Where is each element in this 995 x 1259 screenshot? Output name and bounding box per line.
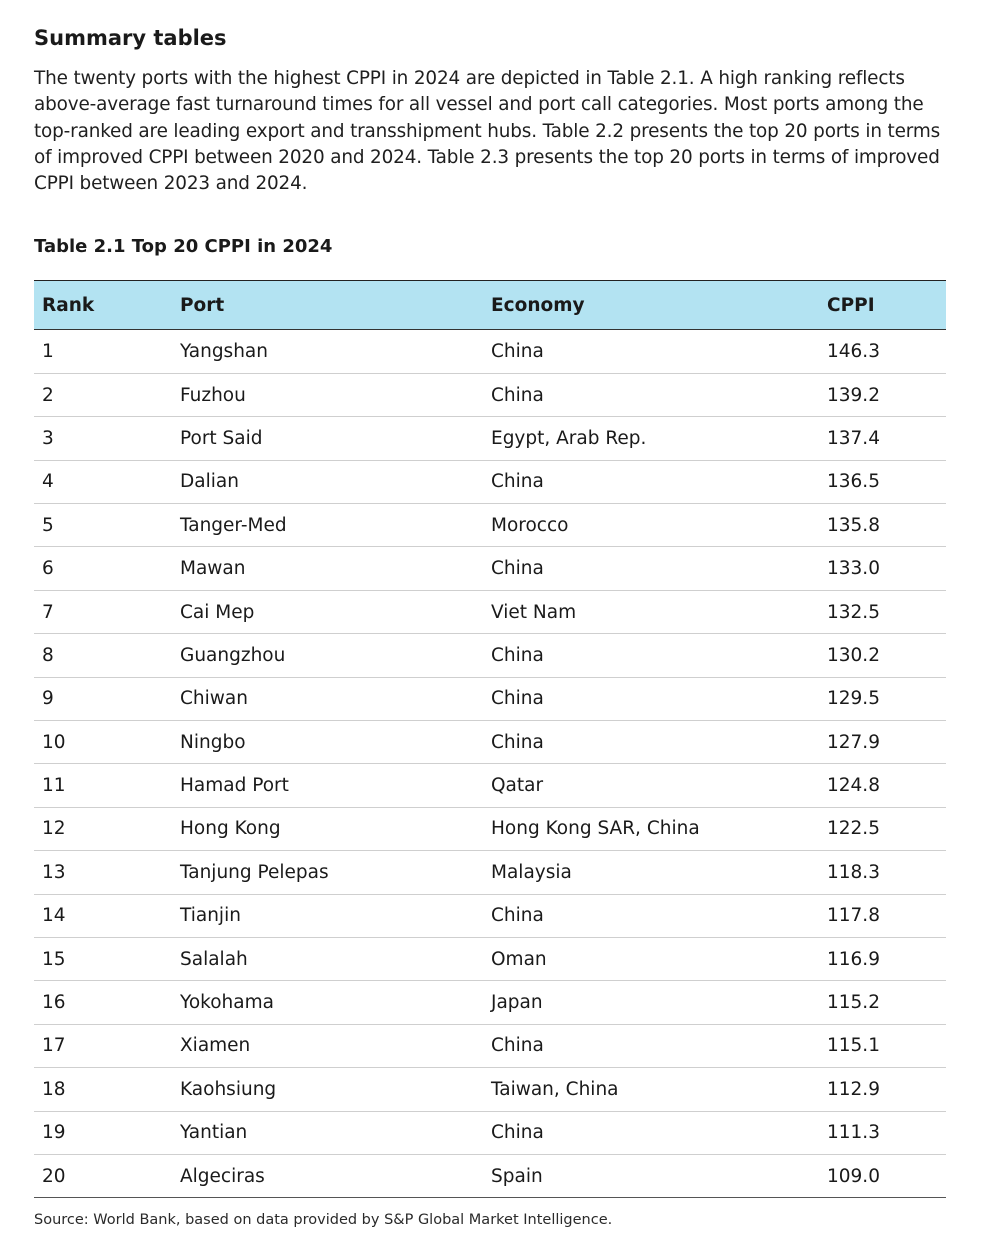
table-row [34, 460, 946, 503]
rank-cell: 3 [34, 417, 172, 460]
port-cell: Dalian [172, 460, 483, 503]
cppi-cell: 132.5 [819, 590, 946, 633]
port-cell: Xiamen [172, 1024, 483, 1067]
port-cell: Yangshan [172, 330, 483, 373]
economy-cell: China [483, 721, 819, 764]
rank-cell: 9 [34, 677, 172, 720]
port-cell: Chiwan [172, 677, 483, 720]
section-title: Summary tables [34, 26, 227, 50]
cppi-cell: 133.0 [819, 547, 946, 590]
port-cell: Tanjung Pelepas [172, 851, 483, 894]
port-cell: Hamad Port [172, 764, 483, 807]
economy-cell: China [483, 1111, 819, 1154]
cppi-cell: 124.8 [819, 764, 946, 807]
rank-cell: 10 [34, 721, 172, 764]
economy-cell: China [483, 894, 819, 937]
cppi-cell: 129.5 [819, 677, 946, 720]
table-title: Table 2.1 Top 20 CPPI in 2024 [34, 236, 333, 258]
table-row [34, 1111, 946, 1154]
table-row [34, 894, 946, 937]
table-row [34, 1154, 946, 1197]
table-row [34, 981, 946, 1024]
port-cell: Fuzhou [172, 373, 483, 416]
document-page [34, 22, 946, 1228]
table-row [34, 590, 946, 633]
rank-cell: 15 [34, 937, 172, 980]
table-row [34, 721, 946, 764]
economy-cell: Taiwan, China [483, 1068, 819, 1111]
table-row [34, 634, 946, 677]
cppi-cell: 117.8 [819, 894, 946, 937]
economy-cell: Viet Nam [483, 590, 819, 633]
table-row [34, 547, 946, 590]
economy-cell: Qatar [483, 764, 819, 807]
rank-cell: 12 [34, 807, 172, 850]
table-row [34, 330, 946, 373]
header-rank: Rank [34, 281, 172, 330]
port-cell: Port Said [172, 417, 483, 460]
economy-cell: China [483, 1024, 819, 1067]
table-row [34, 764, 946, 807]
port-cell: Tianjin [172, 894, 483, 937]
header-port: Port [172, 281, 483, 330]
port-cell: Yokohama [172, 981, 483, 1024]
table-row [34, 677, 946, 720]
rank-cell: 18 [34, 1068, 172, 1111]
cppi-cell: 116.9 [819, 937, 946, 980]
port-cell: Ningbo [172, 721, 483, 764]
economy-cell: Morocco [483, 504, 819, 547]
rank-cell: 4 [34, 460, 172, 503]
cppi-cell: 130.2 [819, 634, 946, 677]
intro-paragraph: The twenty ports with the highest CPPI in 2024 are depicted in Table 2.1. A high ranking reflects above-average fast turnaround times for all vessel and port call categories. Most ports among the top-ranked are leading export and transshipment hubs. Table 2.2 presents the top 20 ports in terms of improved CPPI between 2020 and 2024. Table 2.3 presents the top 20 ports in terms of improved CPPI between 2023 and 2024. [34, 68, 941, 195]
cppi-table [34, 280, 946, 1198]
economy-cell: Spain [491, 1165, 543, 1187]
rank-cell: 2 [34, 373, 172, 416]
rank-cell: 8 [34, 634, 172, 677]
table-body [34, 330, 946, 1198]
economy-cell: China [483, 330, 819, 373]
rank-cell: 20 [42, 1165, 66, 1187]
economy-cell: China [483, 373, 819, 416]
rank-cell: 5 [34, 504, 172, 547]
economy-cell: China [483, 460, 819, 503]
cppi-cell: 112.9 [819, 1068, 946, 1111]
rank-cell: 1 [34, 330, 172, 373]
header-cppi: CPPI [819, 281, 946, 330]
table-row [34, 807, 946, 850]
rank-cell: 17 [34, 1024, 172, 1067]
port-cell: Algeciras [180, 1165, 265, 1187]
cppi-cell: 111.3 [819, 1111, 946, 1154]
table-row [34, 373, 946, 416]
table-header-row [34, 281, 946, 330]
cppi-cell: 122.5 [819, 807, 946, 850]
economy-cell: China [483, 634, 819, 677]
economy-cell: Japan [483, 981, 819, 1024]
rank-cell: 16 [34, 981, 172, 1024]
port-cell: Tanger-Med [172, 504, 483, 547]
cppi-cell: 127.9 [819, 721, 946, 764]
port-cell: Mawan [172, 547, 483, 590]
economy-cell: Malaysia [483, 851, 819, 894]
economy-cell: China [483, 547, 819, 590]
port-cell: Kaohsiung [172, 1068, 483, 1111]
cppi-cell: 115.2 [819, 981, 946, 1024]
source-note: Source: World Bank, based on data provided by S&P Global Market Intelligence. [34, 1212, 613, 1229]
cppi-cell: 136.5 [819, 460, 946, 503]
rank-cell: 13 [34, 851, 172, 894]
table-row [34, 417, 946, 460]
economy-cell: Egypt, Arab Rep. [483, 417, 819, 460]
port-cell: Guangzhou [172, 634, 483, 677]
rank-cell: 6 [34, 547, 172, 590]
table-row [34, 1068, 946, 1111]
port-cell: Cai Mep [172, 590, 483, 633]
economy-cell: China [483, 677, 819, 720]
table-row [34, 504, 946, 547]
table-row [34, 937, 946, 980]
cppi-cell: 146.3 [819, 330, 946, 373]
header-economy: Economy [483, 281, 819, 330]
cppi-cell: 137.4 [819, 417, 946, 460]
cppi-cell: 109.0 [827, 1165, 880, 1187]
cppi-cell: 115.1 [819, 1024, 946, 1067]
economy-cell: Oman [483, 937, 819, 980]
rank-cell: 11 [34, 764, 172, 807]
table-row [34, 1024, 946, 1067]
cppi-cell: 118.3 [819, 851, 946, 894]
table-row [34, 851, 946, 894]
port-cell: Yantian [172, 1111, 483, 1154]
port-cell: Salalah [172, 937, 483, 980]
cppi-cell: 139.2 [819, 373, 946, 416]
rank-cell: 14 [34, 894, 172, 937]
rank-cell: 7 [34, 590, 172, 633]
rank-cell: 19 [34, 1111, 172, 1154]
economy-cell: Hong Kong SAR, China [483, 807, 819, 850]
cppi-cell: 135.8 [819, 504, 946, 547]
port-cell: Hong Kong [172, 807, 483, 850]
